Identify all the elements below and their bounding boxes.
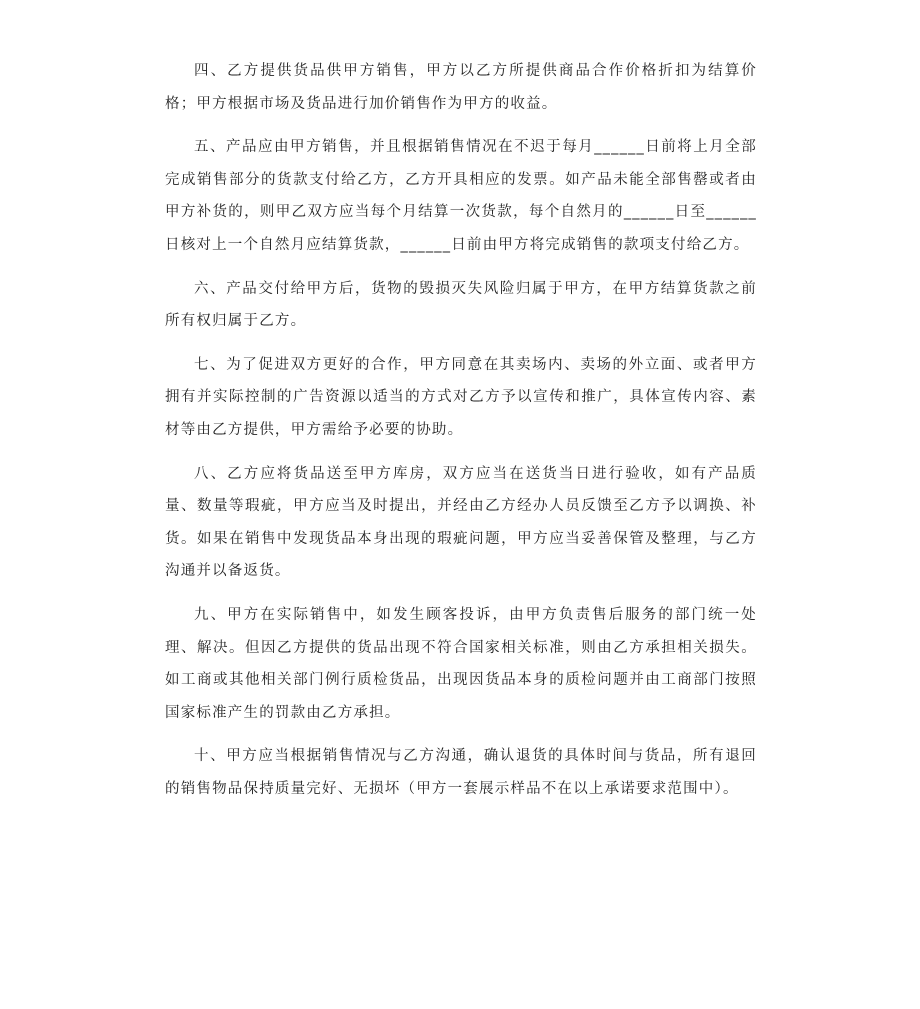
clause-8: 八、乙方应将货品送至甲方库房，双方应当在送货当日进行验收，如有产品质量、数量等瑕疵，甲方应当及时提出，并经由乙方经办人员反馈至乙方予以调换、补货。如果在销售中发现货品本身出现的瑕疵问题，甲方应当妥善保管及整理，与乙方沟通并以备返货。 (165, 465, 757, 580)
clause-10: 十、甲方应当根据销售情况与乙方沟通，确认退货的具体时间与货品，所有退回的销售物品保持质量完好、无损坏（甲方一套展示样品不在以上承诺要求范围中）。 (165, 748, 757, 797)
document-page (165, 55, 757, 816)
clause-5: 五、产品应由甲方销售，并且根据销售情况在不迟于每月______日前将上月全部完成销售部分的货款支付给乙方，乙方开具相应的发票。如产品未能全部售罄或者由甲方补货的，则甲乙双方应当每个月结算一次货款，每个自然月的______日至______日核对上一个自然月应结算货款，______日前由甲方将完成销售的款项支付给乙方。 (165, 139, 757, 253)
clause-6: 六、产品交付给甲方后，货物的毁损灭失风险归属于甲方，在甲方结算货款之前所有权归属于乙方。 (165, 280, 757, 330)
clause-9: 九、甲方在实际销售中，如发生顾客投诉，由甲方负责售后服务的部门统一处理、解决。但因乙方提供的货品出现不符合国家相关标准，则由乙方承担相关损失。如工商或其他相关部门例行质检货品，出现因货品本身的质检问题并由工商部门按照国家标准产生的罚款由乙方承担。 (165, 606, 757, 721)
clause-4: 四、乙方提供货品供甲方销售，甲方以乙方所提供商品合作价格折扣为结算价格；甲方根据市场及货品进行加价销售作为甲方的收益。 (165, 63, 757, 112)
clause-7: 七、为了促进双方更好的合作，甲方同意在其卖场内、卖场的外立面、或者甲方拥有并实际控制的广告资源以适当的方式对乙方予以宣传和推广，具体宣传内容、素材等由乙方提供，甲方需给予必要的协助。 (165, 356, 757, 438)
